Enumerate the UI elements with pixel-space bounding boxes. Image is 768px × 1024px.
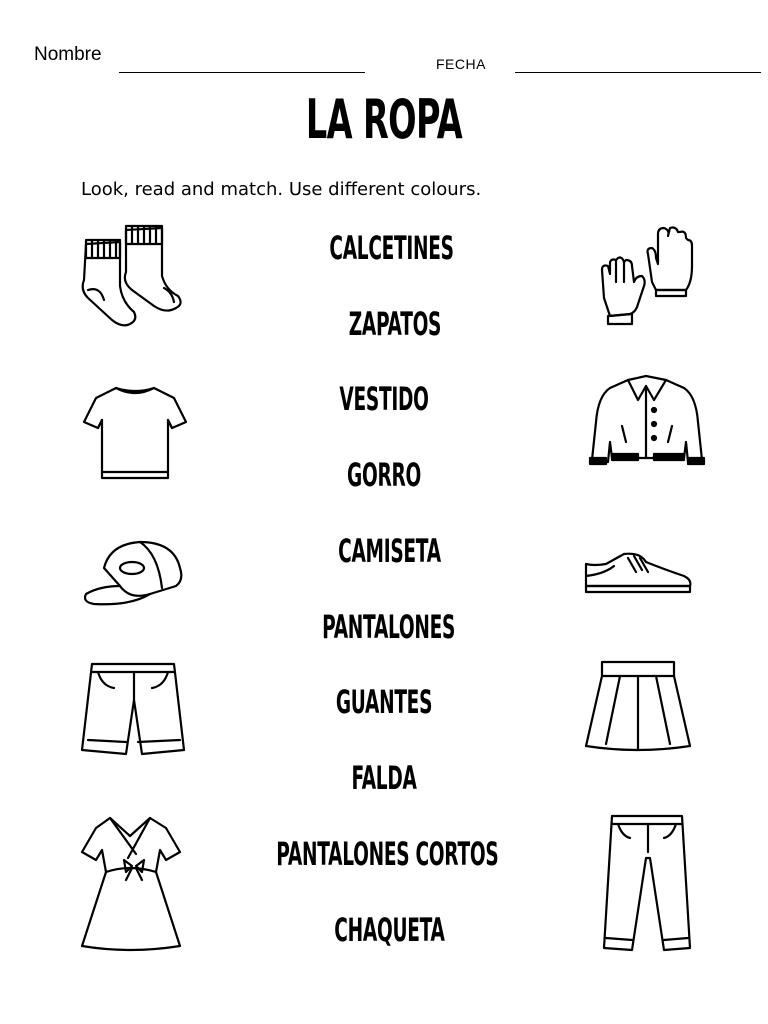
word-falda[interactable]: FALDA (351, 759, 417, 797)
word-gorro[interactable]: GORRO (347, 456, 421, 494)
tshirt-icon[interactable] (80, 384, 190, 484)
name-blank-line[interactable] (119, 72, 365, 73)
word-pantalones[interactable]: PANTALONES (322, 608, 456, 646)
word-camiseta[interactable]: CAMISETA (338, 532, 441, 570)
skirt-icon[interactable] (584, 658, 694, 756)
date-blank-line[interactable] (515, 72, 761, 73)
instructions: Look, read and match. Use different colours. (81, 179, 482, 200)
shoe-icon[interactable] (584, 550, 694, 596)
socks-icon[interactable] (78, 224, 188, 328)
word-zapatos[interactable]: ZAPATOS (348, 305, 442, 343)
word-guantes[interactable]: GUANTES (335, 683, 433, 721)
word-vestido[interactable]: VESTIDO (339, 380, 429, 418)
dress-icon[interactable] (80, 814, 182, 952)
word-calcetines[interactable]: CALCETINES (329, 229, 454, 267)
word-pantalones-cortos[interactable]: PANTALONES CORTOS (276, 835, 499, 873)
word-chaqueta[interactable]: CHAQUETA (334, 911, 445, 949)
trousers-icon[interactable] (600, 812, 696, 956)
cap-icon[interactable] (80, 540, 186, 606)
shorts-icon[interactable] (80, 660, 186, 756)
page-title: LA ROPA (305, 88, 463, 151)
gloves-icon[interactable] (600, 224, 694, 328)
jacket-icon[interactable] (588, 372, 706, 470)
date-label: FECHA (436, 56, 486, 72)
name-label: Nombre (34, 44, 102, 65)
